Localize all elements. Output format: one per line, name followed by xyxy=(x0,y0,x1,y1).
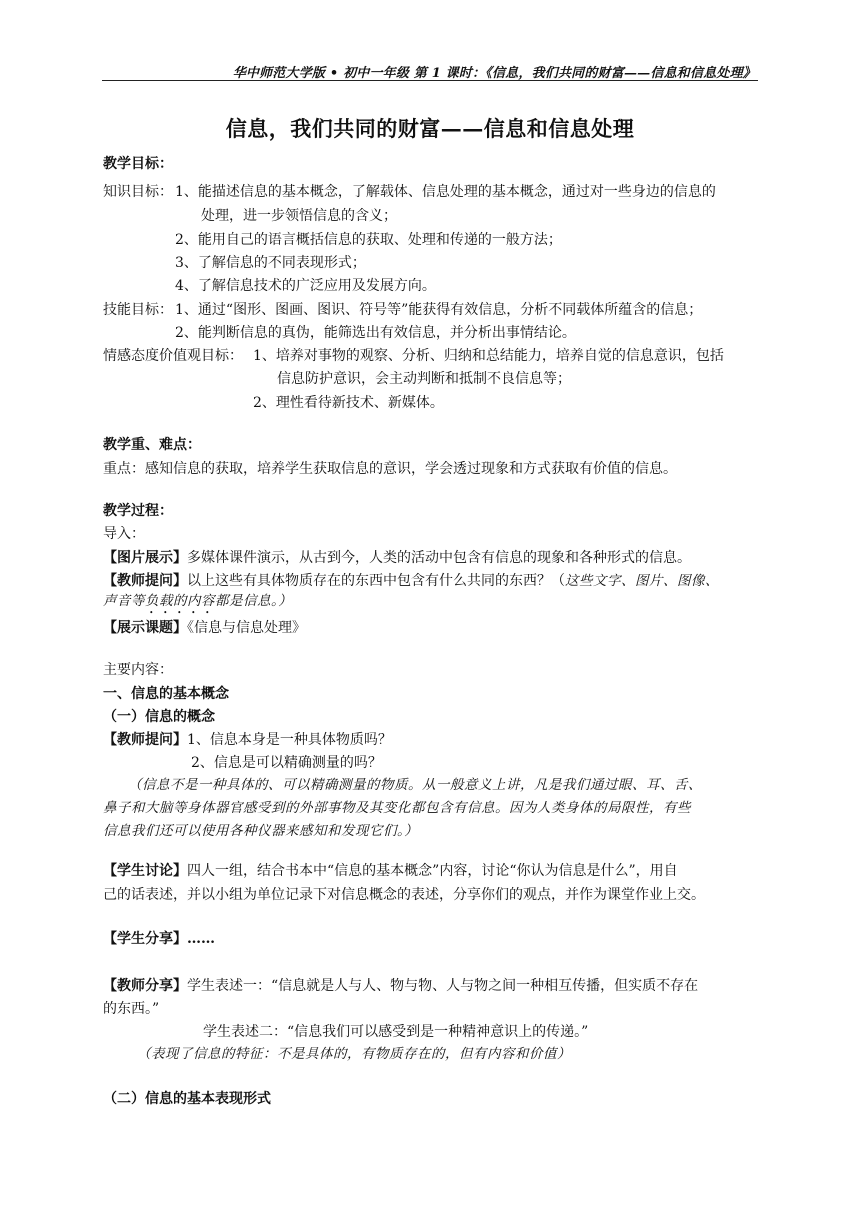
running-header: 华中师范大学版 • 初中一年级 第 1 课时：《信息，我们共同的财富——信息和信息处理》 xyxy=(232,66,756,81)
picture-show-line xyxy=(103,549,691,567)
teacher-question-answer-cont xyxy=(103,592,292,617)
knowledge-goal-2: 2、能用自己的语言概括信息的获取、处理和传递的一般方法； xyxy=(175,232,562,248)
concept-note-1: （信息不是一种具体的、可以精确测量的物质。从一般意义上讲，凡是我们通过眼、耳、舌、 xyxy=(128,777,702,793)
teacher-share-text-1-cont: 的东西。” xyxy=(103,1001,160,1017)
skill-goal-1: 1、通过“图形、图画、图识、符号等”能获得有效信息，分析不同载体所蕴含的信息； xyxy=(175,302,703,318)
knowledge-goal-1: 1、能描述信息的基本概念，了解载体、信息处理的基本概念，通过对一些身边的信息的 xyxy=(175,184,716,200)
teacher-question-2-item-1: 1、信息本身是一种具体物质吗？ xyxy=(187,732,392,748)
subsection-1-heading: （一）信息的概念 xyxy=(103,709,215,725)
teacher-question-2-line xyxy=(103,731,392,749)
skill-goal-label: 技能目标： xyxy=(103,302,173,318)
page-title: 信息，我们共同的财富——信息和信息处理 xyxy=(225,116,635,141)
header-rule xyxy=(102,80,758,81)
main-content-label: 主要内容： xyxy=(103,662,173,678)
keypoints-heading: 教学重、难点： xyxy=(103,437,201,453)
concept-note-2: 鼻子和大脑等身体器官感受到的外部事物及其变化都包含有信息。因为人类身体的局限性，有些 xyxy=(103,800,691,816)
teacher-share-note: （表现了信息的特征：不是具体的，有物质存在的，但有内容和价值） xyxy=(137,1046,571,1062)
teacher-question-2-item-2: 2、信息是可以精确测量的吗？ xyxy=(191,755,382,771)
picture-show-text: 多媒体课件演示，从古到今，人类的活动中包含有信息的现象和各种形式的信息。 xyxy=(187,550,691,566)
section-1-heading: 一、信息的基本概念 xyxy=(103,686,229,702)
teacher-share-tag: 【教师分享】 xyxy=(103,978,187,994)
student-share-tag: 【学生分享】…… xyxy=(103,931,215,947)
answer-part-1: 声音等 xyxy=(103,593,145,609)
teacher-share-line xyxy=(103,977,698,995)
goals-heading: 教学目标： xyxy=(103,156,173,172)
teacher-question-2-tag: 【教师提问】 xyxy=(103,732,187,748)
answer-emphasis: 负载的内容 xyxy=(145,593,215,609)
keypoints-text: 重点：感知信息的获取，培养学生获取信息的意识，学会透过现象和方式获取有价值的信息。 xyxy=(103,461,677,477)
teacher-question-line xyxy=(103,572,719,590)
student-discussion-text: 四人一组，结合书本中“信息的基本概念”内容，讨论“你认为信息是什么”，用自 xyxy=(187,863,678,879)
teacher-question-text: 以上这些有具体物质存在的东西中包含有什么共同的东西？（ xyxy=(187,573,565,589)
topic-tag: 【展示课题】 xyxy=(103,620,187,636)
subsection-2-heading: （二）信息的基本表现形式 xyxy=(103,1091,271,1107)
knowledge-goal-4: 4、了解信息技术的广泛应用及发展方向。 xyxy=(175,278,436,294)
knowledge-goal-label: 知识目标： xyxy=(103,184,173,200)
emotion-goal-2: 2、理性看待新技术、新媒体。 xyxy=(253,395,444,411)
emotion-goal-1-cont: 信息防护意识，会主动判断和抵制不良信息等； xyxy=(277,371,571,387)
knowledge-goal-1-cont: 处理，进一步领悟信息的含义； xyxy=(201,208,397,224)
emotion-goal-1: 1、培养对事物的观察、分析、归纳和总结能力，培养自觉的信息意识，包括 xyxy=(253,348,724,364)
student-discussion-tag: 【学生讨论】 xyxy=(103,863,187,879)
teacher-share-text-2: 学生表述二：“信息我们可以感受到是一种精神意识上的传递。” xyxy=(203,1024,589,1040)
teacher-question-answer: 这些文字、图片、图像、 xyxy=(565,573,719,589)
concept-note-3: 信息我们还可以使用各种仪器来感知和发现它们。） xyxy=(103,823,419,839)
teacher-question-tag: 【教师提问】 xyxy=(103,573,187,589)
student-discussion-line xyxy=(103,862,678,880)
skill-goal-2: 2、能判断信息的真伪，能筛选出有效信息，并分析出事情结论。 xyxy=(175,325,576,341)
intro-label: 导入： xyxy=(103,526,145,542)
teacher-share-text-1: 学生表述一：“信息就是人与人、物与物、人与物之间一种相互传播，但实质不存在 xyxy=(187,978,699,994)
emotion-goal-label: 情感态度价值观目标： xyxy=(103,348,243,364)
answer-part-2: 都是信息。） xyxy=(215,593,293,609)
picture-show-tag: 【图片展示】 xyxy=(103,550,187,566)
student-discussion-cont: 己的话表述，并以小组为单位记录下对信息概念的表述，分享你们的观点，并作为课堂作业上交。 xyxy=(103,887,705,903)
topic-text: 《信息与信息处理》 xyxy=(187,620,306,636)
knowledge-goal-3: 3、了解信息的不同表现形式； xyxy=(175,255,366,271)
topic-line xyxy=(103,619,306,637)
process-heading: 教学过程： xyxy=(103,503,173,519)
